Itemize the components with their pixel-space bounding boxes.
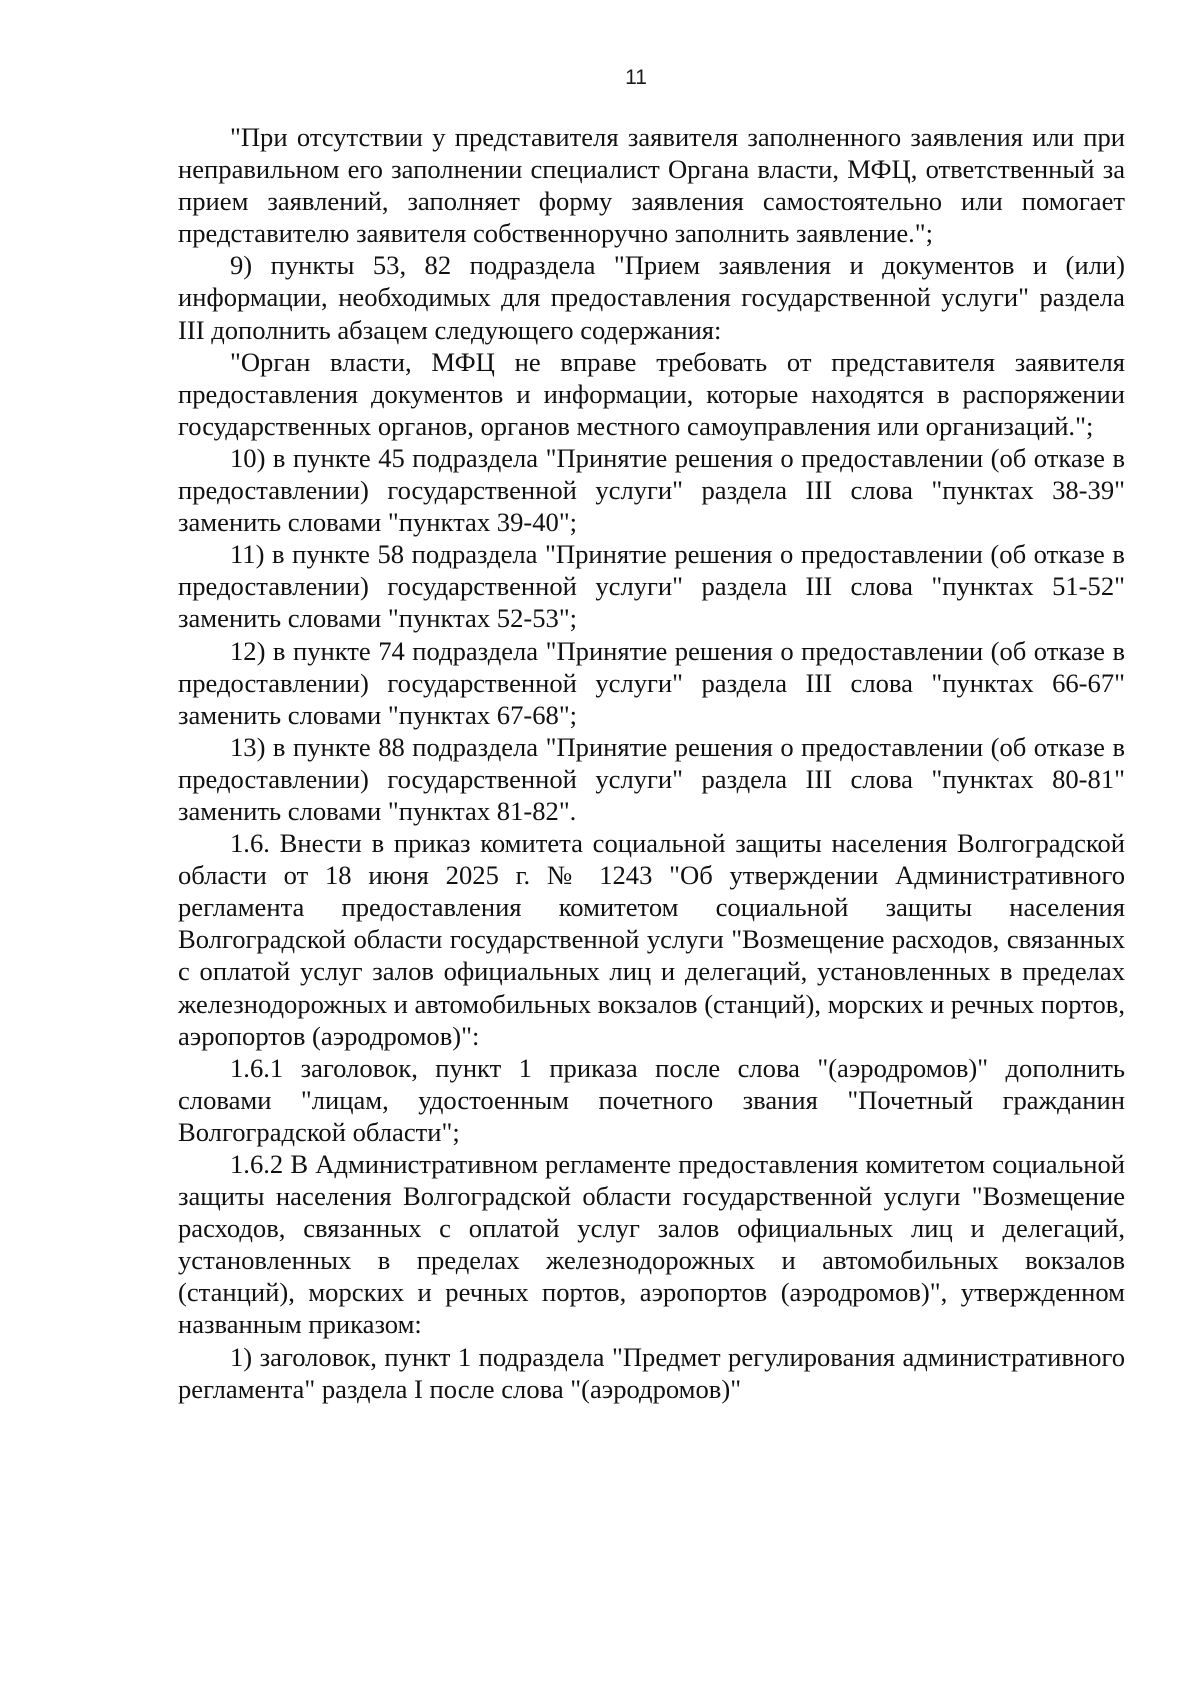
paragraph-item-1: 1) заголовок, пункт 1 подраздела "Предмет регулирования административного регламента" раздела I после слова "(аэродромов)": [178, 1341, 1125, 1404]
paragraph-item-10: 10) в пункте 45 подраздела "Принятие решения о предоставлении (об отказе в предоставлении) государственной услуги" раздела III слова "пунктах 38-39" заменить словами "пунктах 39-40";: [178, 442, 1125, 538]
document-body: [178, 121, 1125, 1405]
paragraph-item-9: 9) пункты 53, 82 подраздела "Прием заявления и документов и (или) информации, необходимых для предоставления государственной услуги" раздела III дополнить абзацем следующего содержания:: [178, 250, 1125, 345]
paragraph-section-1-6: 1.6. Внести в приказ комитета социальной защиты населения Волгоградской области от 18 июня 2025 г. № 1243 "Об утверждении Административного регламента предоставления комитетом социальной защиты населения Волгоградской области государственной услуги "Возмещение расходов, связанных с оплатой услуг залов официальных лиц и делегаций, установленных в пределах железнодорожных и автомобильных вокзалов (станций), морских и речных портов, аэропортов (аэродромов)":: [178, 828, 1125, 1051]
paragraph-quote-application-form: "При отсутствии у представителя заявителя заполненного заявления или при неправильном его заполнении специалист Органа власти, МФЦ, ответственный за прием заявлений, заполняет форму заявления самостоятельно или помогает представителю заявителя собственноручно заполнить заявление.";: [178, 122, 1125, 249]
paragraph-item-13: 13) в пункте 88 подраздела "Принятие решения о предоставлении (об отказе в предоставлении) государственной услуги" раздела III слова "пунктах 80-81" заменить словами "пунктах 81-82".: [178, 731, 1125, 826]
paragraph-item-12: 12) в пункте 74 подраздела "Принятие решения о предоставлении (об отказе в предоставлении) государственной услуги" раздела III слова "пунктах 66-67" заменить словами "пунктах 67-68";: [178, 635, 1125, 730]
page-number: 11: [625, 66, 647, 89]
paragraph-item-11: 11) в пункте 58 подраздела "Принятие решения о предоставлении (об отказе в предоставлении) государственной услуги" раздела III слова "пунктах 51-52" заменить словами "пунктах 52-53";: [178, 539, 1125, 634]
paragraph-section-1-6-1: 1.6.1 заголовок, пункт 1 приказа после слова "(аэродромов)" дополнить словами "лицам, удостоенным почетного звания "Почетный гражданин Волгоградской области";: [178, 1052, 1125, 1147]
paragraph-section-1-6-2: 1.6.2 В Административном регламенте предоставления комитетом социальной защиты населения Волгоградской области государственной услуги "Возмещение расходов, связанных с оплатой услуг залов официальных лиц и делегаций, установленных в пределах железнодорожных и автомобильных вокзалов (станций), морских и речных портов, аэропортов (аэродромов)", утвержденном названным приказом:: [178, 1149, 1125, 1340]
paragraph-quote-authority: "Орган власти, МФЦ не вправе требовать от представителя заявителя предоставления документов и информации, которые находятся в распоряжении государственных органов, органов местного самоуправления или организаций.";: [178, 346, 1125, 441]
